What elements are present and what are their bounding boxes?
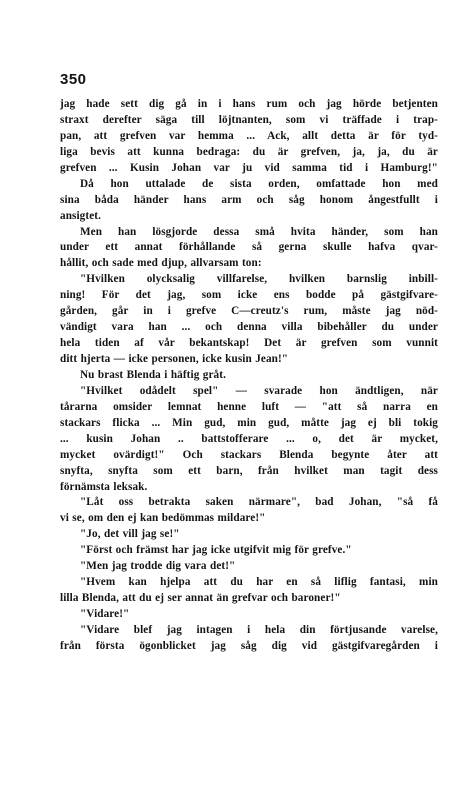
text-line: "Först och främst har jag icke utgifvit mig för grefve." bbox=[80, 544, 352, 557]
text-line: Men han lösgjorde dessa små hvita händer, som han bbox=[80, 225, 438, 238]
text-line: under ett annat förhållande så gerna skulle hafva qvar- bbox=[60, 241, 438, 254]
text-line: "Hvilken olycksalig villfarelse, hvilken barnslig inbill- bbox=[80, 273, 438, 286]
text-line: "Hvem kan hjelpa att du har en så liflig fantasi, min bbox=[80, 576, 438, 589]
text-line: från första ögonblicket jag såg dig vid gästgifvaregården i bbox=[60, 639, 438, 652]
text-line: straxt derefter säga till löjtnanten, som vi träffade i trap- bbox=[60, 113, 438, 126]
text-line: hela tiden af vår bekantskap! Det är grefven som vunnit bbox=[60, 337, 438, 350]
text-line: "Men jag trodde dig vara det!" bbox=[80, 560, 236, 573]
text-line: "Vidare!" bbox=[80, 608, 130, 620]
text-line: grefven ... Kusin Johan var ju vid samma tid i Hamburg!" bbox=[60, 161, 438, 174]
text-line: sina båda händer hans arm och såg honom ångestfullt i bbox=[60, 193, 438, 206]
text-line: snyfta, snyfta som ett barn, från hvilket man tagit dess bbox=[60, 464, 438, 477]
text-line: Nu brast Blenda i häftig gråt. bbox=[80, 368, 226, 381]
text-line: "Jo, det vill jag se!" bbox=[80, 528, 180, 541]
text-line: "Låt oss betrakta saken närmare", bad Johan, "så få bbox=[80, 496, 438, 509]
text-line: tårarna omsider lemnat henne luft — "att så narra en bbox=[60, 400, 438, 413]
text-line: mycket ovärdigt!" Och stackars Blenda begynte åter att bbox=[60, 448, 438, 461]
text-line: gården, går in i grefve C—creutz's rum, måste jag nöd- bbox=[60, 305, 438, 318]
text-line: "Hvilket odådelt spel" — svarade hon ändtligen, när bbox=[80, 384, 438, 397]
text-line: vändigt vara han ... och denna villa bibehåller du under bbox=[60, 321, 438, 334]
text-line: hållit, och sade med djup, allvarsam ton: bbox=[60, 257, 262, 270]
page-number: 350 bbox=[60, 71, 87, 88]
text-line: förnämsta leksak. bbox=[60, 480, 148, 493]
text-line: lilla Blenda, att du ej ser annat än grefvar och baroner!" bbox=[60, 592, 341, 605]
text-line: pan, att grefven var hemma ... Ack, allt detta är för tyd- bbox=[60, 129, 438, 142]
text-line: ... kusin Johan .. battstofferare ... o, det är mycket, bbox=[60, 432, 438, 445]
text-line: stackars flicka ... Min gud, min gud, måtte jag ej bli tokig bbox=[60, 416, 438, 429]
body-text bbox=[60, 97, 438, 655]
text-line: ning! För det jag, som icke ens bodde på gästgifvare- bbox=[60, 289, 438, 302]
text-line: ditt hjerta — icke personen, icke kusin Jean!" bbox=[60, 353, 289, 365]
text-line: liga bevis att kunna bedraga: du är grefven, ja, ja, du är bbox=[60, 145, 438, 158]
text-line: "Vidare blef jag intagen i hela din förtjusande varelse, bbox=[80, 623, 438, 636]
text-line: Då hon uttalade de sista orden, omfattade hon med bbox=[80, 177, 438, 190]
text-line: jag hade sett dig gå in i hans rum och jag hörde betjenten bbox=[60, 98, 438, 110]
text-line: vi se, om den ej kan bedömmas mildare!" bbox=[60, 512, 266, 525]
text-line: ansigtet. bbox=[60, 209, 101, 222]
